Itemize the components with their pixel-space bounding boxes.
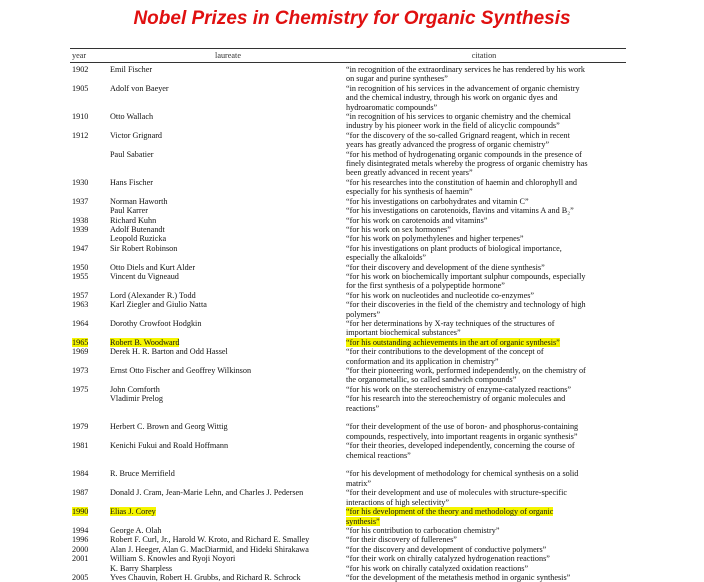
row-laureate: Robert F. Curl, Jr., Harold W. Kroto, and Richard E. Smalley: [110, 535, 310, 545]
table-row: [70, 422, 626, 441]
row-laureate: Adolf Butenandt: [110, 224, 165, 234]
row-citation: “in recognition of his services in the advancement of organic chemistry and the chemical industry, through his work on organic dyes and hydroaromatic compounds”: [346, 83, 580, 112]
row-year: 1996: [72, 535, 89, 545]
table-row: [70, 112, 626, 131]
header-laureate: laureate: [215, 50, 241, 60]
row-citation: “for her determinations by X-ray techniques of the structures of important biochemical substances”: [346, 318, 555, 338]
row-citation: “for his work on biochemically important sulphur compounds, especially for the first synthesis of a polypeptide hormone”: [346, 271, 586, 291]
row-year: 1987: [72, 488, 89, 498]
row-year: 1938: [72, 215, 89, 225]
row-year: [70, 394, 106, 422]
table-row: [70, 564, 626, 573]
row-laureate: Yves Chauvin, Robert H. Grubbs, and Richard R. Schrock: [110, 572, 301, 582]
row-laureate: Hans Fischer: [110, 177, 153, 187]
row-laureate: Vladimir Prelog: [110, 394, 163, 404]
table-row: [70, 84, 626, 112]
row-laureate: Richard Kuhn: [110, 215, 157, 225]
table-body: [70, 65, 626, 582]
row-laureate: Victor Grignard: [110, 130, 163, 140]
row-citation: “in recognition of his services to organic chemistry and the chemical industry by his pioneer work in the field of alicyclic compounds”: [346, 112, 571, 131]
table-row: [70, 488, 626, 507]
row-citation: “for their discovery of fullerenes”: [346, 535, 457, 545]
row-laureate: Alan J. Heeger, Alan G. MacDiarmid, and Hideki Shirakawa: [110, 544, 309, 554]
row-laureate: George A. Olah: [110, 525, 162, 535]
row-citation: “for his work on polymethylenes and higher terpenes”: [346, 234, 524, 244]
row-laureate: R. Bruce Merrifield: [110, 469, 175, 479]
table-row: [70, 526, 626, 535]
row-citation: “for his contribution to carbocation chemistry”: [346, 525, 500, 535]
row-laureate: Norman Haworth: [110, 196, 168, 206]
row-year: [70, 564, 106, 573]
row-citation: “for his work on carotenoids and vitamins”: [346, 215, 488, 225]
table-row: [70, 150, 626, 178]
row-citation: “for his outstanding achievements in the art of organic synthesis”: [346, 337, 560, 347]
row-laureate: Sir Robert Robinson: [110, 243, 178, 253]
table-row: [70, 441, 626, 469]
row-year: 1939: [72, 224, 89, 234]
row-laureate: Robert B. Woodward: [110, 337, 180, 347]
row-laureate: Otto Diels and Kurt Alder: [110, 262, 196, 272]
table-row: [70, 319, 626, 338]
row-citation: “for their pioneering work, performed independently, on the chemistry of the organometallic, so called sandwich compounds”: [346, 366, 586, 385]
row-year: 1994: [72, 525, 89, 535]
row-year: 1957: [72, 290, 89, 300]
row-laureate: Karl Ziegler and Giulio Natta: [110, 300, 207, 310]
slide-title: Nobel Prizes in Chemistry for Organic Synthesis: [133, 8, 571, 29]
row-laureate: Donald J. Cram, Jean-Marie Lehn, and Charles J. Pedersen: [110, 488, 304, 498]
row-citation: “for their theories, developed independently, concerning the course of chemical reactions”: [346, 441, 575, 460]
row-laureate: John Cornforth: [110, 384, 160, 394]
row-citation: “for the development of the metathesis method in organic synthesis”: [346, 572, 571, 582]
table-row: [70, 291, 626, 300]
row-citation: “for the discovery of the so-called Grignard reagent, which in recent years has greatly advanced the progress of organic chemistry”: [346, 130, 570, 150]
row-citation: “for his work on nucleotides and nucleotide co-enzymes”: [346, 290, 535, 300]
table-row: [70, 216, 626, 225]
row-year: 1969: [72, 347, 89, 357]
row-laureate: Emil Fischer: [110, 65, 153, 74]
row-year: [70, 206, 106, 215]
row-citation: “for their contributions to the development of the concept of conformation and its application in chemistry”: [346, 347, 544, 366]
row-year: 1990: [72, 507, 89, 517]
row-laureate: Elias J. Corey: [110, 507, 156, 517]
table-row: [70, 206, 626, 215]
row-year: 1975: [72, 384, 89, 394]
row-year: [70, 150, 106, 178]
row-laureate: Vincent du Vigneaud: [110, 271, 179, 281]
row-citation: “for their development and use of molecules with structure-specific interactions of high selectivity”: [346, 488, 567, 507]
row-laureate: Derek H. R. Barton and Odd Hassel: [110, 347, 228, 357]
row-citation: “for their development of the use of boron- and phosphorus-containing compounds, respectively, into important reagents in organic synthesis”: [346, 422, 579, 441]
table-row: [70, 469, 626, 488]
row-year: 1963: [72, 300, 89, 310]
row-year: 2001: [72, 554, 89, 564]
table-row: [70, 573, 626, 582]
row-year: 1912: [72, 130, 89, 140]
table-row: [70, 178, 626, 197]
table-row: [70, 65, 626, 84]
row-year: 1984: [72, 469, 89, 479]
table-row: [70, 300, 626, 319]
table-row: [70, 225, 626, 234]
header-year: year: [72, 50, 87, 60]
row-citation: “for their discovery and development of the diene synthesis”: [346, 262, 545, 272]
table-row: [70, 272, 626, 291]
table-row: [70, 535, 626, 544]
row-citation: “for his researches into the constitution of haemin and chlorophyll and especially for his synthesis of haemin”: [346, 177, 578, 197]
table-row: [70, 385, 626, 394]
row-citation: “for his method of hydrogenating organic compounds in the presence of finely disintegrated metals whereby the progress of organic chemistry has been greatly advanced in recent years”: [346, 149, 588, 178]
row-citation: “for his investigations on carotenoids, flavins and vitamins A and B₂”: [346, 206, 574, 216]
row-year: 2000: [72, 544, 89, 554]
header-citation: citation: [471, 50, 497, 60]
table-row: [70, 394, 626, 422]
row-laureate: Ernst Otto Fischer and Geoffrey Wilkinson: [110, 366, 252, 375]
row-laureate: Dorothy Crowfoot Hodgkin: [110, 318, 202, 328]
table-row: [70, 554, 626, 563]
row-citation: “for the discovery and development of conductive polymers”: [346, 544, 547, 554]
table-row: [70, 197, 626, 206]
row-year: 1910: [72, 112, 89, 122]
prize-table: [70, 48, 626, 582]
row-citation: “for their work on chirally catalyzed hydrogenation reactions”: [346, 554, 550, 564]
row-year: 1973: [72, 366, 89, 375]
row-citation: “for their discoveries in the field of the chemistry and technology of high polymers”: [346, 300, 586, 319]
table-row: [70, 234, 626, 243]
table-row: [70, 263, 626, 272]
table-row: [70, 366, 626, 385]
row-citation: “for his research into the stereochemistry of organic molecules and reactions”: [346, 394, 566, 413]
row-laureate: Herbert C. Brown and Georg Wittig: [110, 422, 228, 432]
table-row: [70, 545, 626, 554]
row-year: 1902: [72, 65, 89, 74]
table-row: [70, 244, 626, 263]
row-year: 1930: [72, 177, 89, 187]
row-laureate: Paul Sabatier: [110, 149, 154, 159]
table-row: [70, 131, 626, 150]
row-year: 1937: [72, 196, 89, 206]
row-year: 1965: [72, 337, 89, 347]
table-row: [70, 338, 626, 347]
row-year: 1955: [72, 271, 89, 281]
row-year: 2005: [72, 572, 89, 582]
row-citation: “for his work on the stereochemistry of enzyme-catalyzed reactions”: [346, 384, 572, 394]
row-laureate: Leopold Ruzicka: [110, 234, 167, 244]
row-year: 1947: [72, 243, 89, 253]
row-citation: “for his work on chirally catalyzed oxidation reactions”: [346, 563, 529, 573]
row-laureate: William S. Knowles and Ryoji Noyori: [110, 554, 236, 564]
row-year: 1979: [72, 422, 89, 432]
row-laureate: K. Barry Sharpless: [110, 563, 173, 573]
row-year: 1950: [72, 262, 89, 272]
row-laureate: Lord (Alexander R.) Todd: [110, 290, 196, 300]
table-row: [70, 347, 626, 366]
row-citation: “for his investigations on carbohydrates and vitamin C”: [346, 196, 529, 206]
row-citation: “for his work on sex hormones”: [346, 224, 451, 234]
row-citation: “in recognition of the extraordinary services he has rendered by his work on sugar and purine syntheses”: [346, 65, 585, 84]
table-row: [70, 507, 626, 526]
row-citation: “for his development of the theory and methodology of organic synthesis”: [346, 507, 554, 526]
row-laureate: Kenichi Fukui and Roald Hoffmann: [110, 441, 229, 451]
row-citation: “for his investigations on plant products of biological importance, especially the alkaloids”: [346, 243, 562, 263]
row-year: 1981: [72, 441, 89, 451]
row-year: 1964: [72, 318, 89, 328]
row-laureate: Otto Wallach: [110, 112, 154, 122]
row-year: 1905: [72, 83, 89, 93]
row-laureate: Adolf von Baeyer: [110, 83, 169, 93]
row-citation: “for his development of methodology for chemical synthesis on a solid matrix”: [346, 469, 579, 488]
row-laureate: Paul Karrer: [110, 206, 148, 216]
row-year: [70, 234, 106, 243]
table-header: [70, 49, 626, 62]
